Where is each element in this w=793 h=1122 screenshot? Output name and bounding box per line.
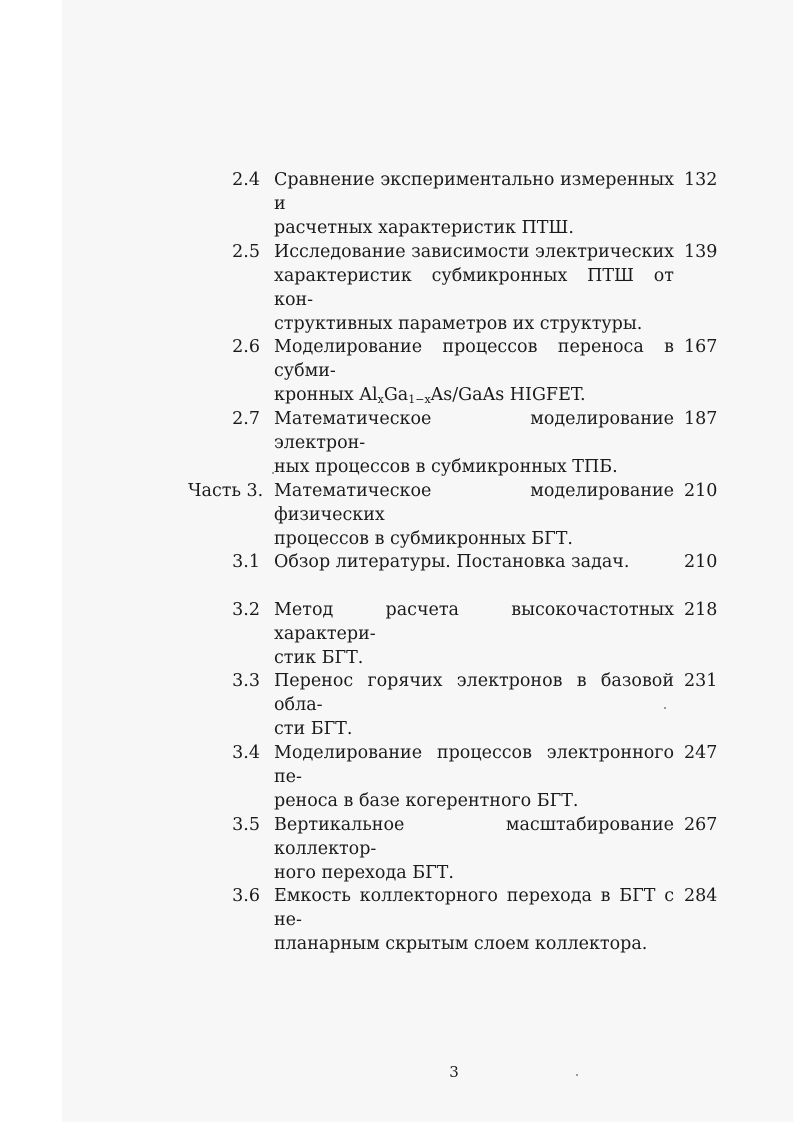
section-title bbox=[274, 550, 674, 574]
page-number: 210 bbox=[684, 552, 718, 572]
title-line: Математическое моделирование электрон- bbox=[274, 409, 674, 453]
title-line: Обзор литературы. Постановка задач. bbox=[274, 552, 630, 572]
part-number: Часть 3. bbox=[188, 481, 264, 501]
section-title bbox=[274, 741, 674, 813]
page-number: 139 bbox=[684, 242, 718, 262]
scan-speck bbox=[272, 472, 274, 474]
part-title bbox=[274, 479, 674, 551]
formula-subscript-1-x: 1−x bbox=[408, 393, 431, 406]
title-line: Сравнение экспериментально измеренных и bbox=[274, 170, 674, 214]
title-line: ного перехода БГТ. bbox=[274, 863, 454, 883]
title-line: Перенос горячих электронов в базовой обла- bbox=[274, 671, 674, 715]
section-number: 2.5 bbox=[232, 242, 260, 262]
section-title bbox=[274, 598, 674, 670]
section-title bbox=[274, 335, 674, 407]
section-number: 3.6 bbox=[232, 886, 260, 906]
page-number: 284 bbox=[684, 886, 718, 906]
title-line: Моделирование процессов электронного пе- bbox=[274, 743, 674, 787]
title-line: Метод расчета высокочастотных характери- bbox=[274, 600, 674, 644]
section-number: 3.3 bbox=[232, 671, 260, 691]
section-number: 3.4 bbox=[232, 743, 260, 763]
section-number: 2.6 bbox=[232, 337, 260, 357]
formula-mid: Ga bbox=[383, 385, 409, 405]
section-number: 2.4 bbox=[232, 170, 260, 190]
title-line: процессов в субмикронных БГТ. bbox=[274, 529, 573, 549]
page-number: 167 bbox=[684, 337, 718, 357]
section-title bbox=[274, 407, 674, 479]
title-line: сти БГТ. bbox=[274, 719, 353, 739]
title-line: реноса в базе когерентного БГТ. bbox=[274, 791, 579, 811]
scan-speck bbox=[664, 707, 666, 709]
section-title bbox=[274, 884, 674, 956]
formula-prefix: кронных Al bbox=[274, 385, 378, 405]
title-line: структивных параметров их структуры. bbox=[274, 314, 643, 334]
scan-speck bbox=[576, 1074, 578, 1076]
section-number: 3.5 bbox=[232, 815, 260, 835]
title-line: стик БГТ. bbox=[274, 648, 364, 668]
title-line: ных процессов в субмикронных ТПБ. bbox=[274, 457, 618, 477]
section-title bbox=[274, 669, 674, 741]
page-number: 132 bbox=[684, 170, 718, 190]
footer-page-number: 3 bbox=[449, 1063, 459, 1081]
section-number: 3.1 bbox=[232, 552, 260, 572]
title-line: характеристик субмикронных ПТШ от кон- bbox=[274, 266, 674, 310]
page-number: 187 bbox=[684, 409, 718, 429]
page-number: 231 bbox=[684, 671, 718, 691]
section-number: 3.2 bbox=[232, 600, 260, 620]
title-line-formula bbox=[274, 383, 674, 407]
title-line: Моделирование процессов переноса в субми- bbox=[274, 337, 674, 381]
page-number: 247 bbox=[684, 743, 718, 763]
formula-suffix: As/GaAs HIGFET. bbox=[430, 385, 586, 405]
title-line: расчетных характеристик ПТШ. bbox=[274, 218, 574, 238]
section-title bbox=[274, 813, 674, 885]
title-line: Математическое моделирование физических bbox=[274, 481, 674, 525]
page-number: 210 bbox=[684, 481, 718, 501]
section-title bbox=[274, 240, 674, 336]
page-number: 218 bbox=[684, 600, 718, 620]
page-number: 267 bbox=[684, 815, 718, 835]
title-line: Исследование зависимости электрических bbox=[274, 242, 674, 262]
formula-subscript-x: x bbox=[377, 393, 384, 406]
section-number: 2.7 bbox=[232, 409, 260, 429]
section-title bbox=[274, 168, 674, 240]
title-line: планарным скрытым слоем коллектора. bbox=[274, 934, 648, 954]
title-line: Вертикальное масштабирование коллектор- bbox=[274, 815, 674, 859]
title-line: Емкость коллекторного перехода в БГТ с не- bbox=[274, 886, 674, 930]
